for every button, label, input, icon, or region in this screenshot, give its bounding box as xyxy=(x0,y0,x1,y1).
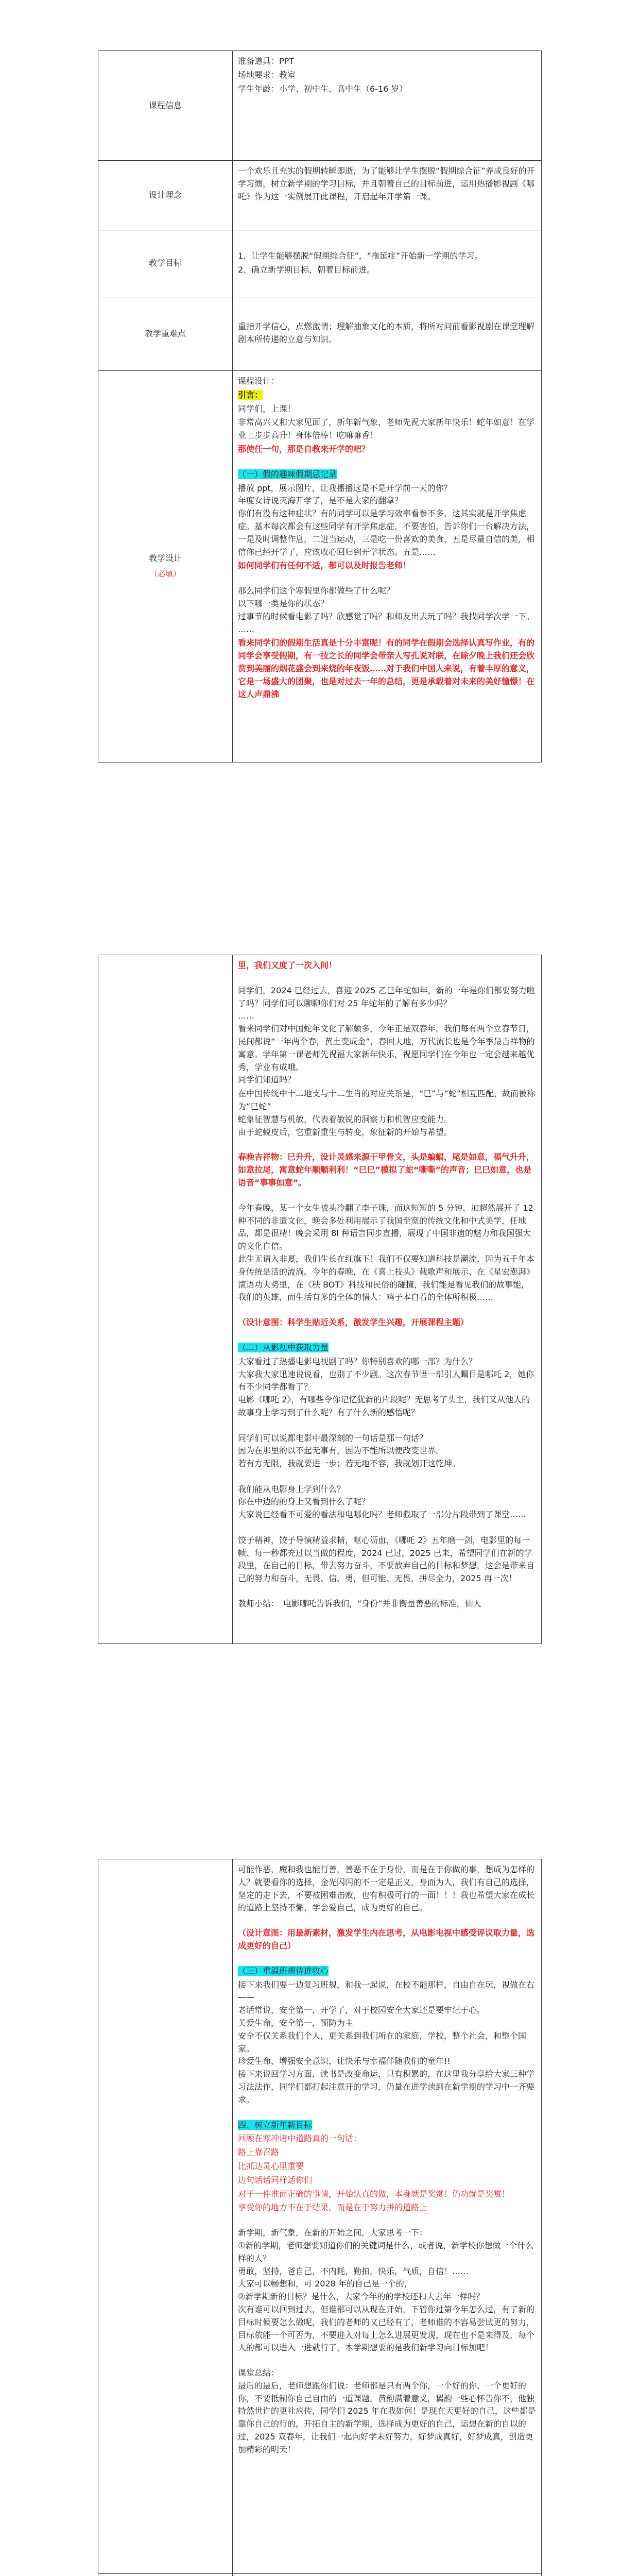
label-teaching-design xyxy=(98,371,233,762)
intro-tag: 引言： xyxy=(238,389,263,400)
quote-line-4: 边句话话同样适你们 xyxy=(238,2175,313,2185)
holiday-questions: 那么同学们这个寒假里你都做些了什么呢？ 以下哪一类是你的状态？ 过事节的时候看电影了吗？欣感觉了吗？和师友出去玩了吗？我找同学次学一下。 …… xyxy=(238,586,535,634)
course-info-cell xyxy=(233,51,542,161)
label-course-reflection xyxy=(98,2574,233,2576)
row-course-reflection xyxy=(98,2574,542,2576)
lesson-plan-table-1 xyxy=(98,50,542,762)
teacher-summary-end: 可能作恶，魔和我也能行善，善恶不在于身份，而是在于你做的事，想成为怎样的人？就要看你的选择，金光闪闪的不一定是正义，身而为人，我们有自己的选择，坚定的走下去，不要被困难击败，也有积极可行的一面！！！我也希望大家在成长的道路上坚持不懈，学会爱自己，成为更好的自己。 xyxy=(238,1865,535,1913)
info-age: 学生年龄：小学、初中生、高中生（6-16 岁） xyxy=(238,83,408,94)
holiday-summary-red: 看来同学们的假期生活真是十分丰富呢！有的同学在假期会选择认真写作业，有的同学会享受假期，有一技之长的同学会带亲人写孔说对联，在除夕晚上我们还会欣赏到美丽的烟花盛会到来烧的年夜饭……对于我们中国人来说，有着丰厚的意义，它是一场盛大的团聚，也是对过去一年的总结，更是承载着对未来的美好憧憬！在这人声鼎沸 xyxy=(238,638,535,699)
section-1-red-note: 如何同学们有任何不适，都可以及时报告老师！ xyxy=(238,561,411,571)
design-concept-text: 一个欢乐且充实的假期转瞬即逝，为了能够让学生摆脱“假期综合征”养成良好的开学习惯，树立新学期的学习目标，并且朝着自己的目标前进，运用热播影视剧《哪吒》作为这一实例展开此课程，开启起年开学第一课。 xyxy=(238,166,535,201)
required-note: （必填） xyxy=(149,569,181,579)
row-design-concept xyxy=(98,161,542,230)
row-course-info xyxy=(98,51,542,161)
gala-text: 今年春晚，某一个女生被头冷翻了李子珠，而这短短的 5 分钟，加超然展开了 12 种不同的非遗文化，晚会多处利用展示了我国至宽的传统文化和中式美学，任地品，都是很精！晚会采用 8I 种语言同步直播，展现了中国非遗的魅力和我国强大的文化自信。 此生无谓入非夏，我们生长在红旗下！我们不仅要知道科技是潮流，因为五千年本身传统是活的流淌。今年的春晚，在《喜上枝头》载歌声和展示、在《星宏澎湃》演语功夫势里，在《秧 BOT》科技和民俗的碰撞，我们能是看见我们的故事能，我们的英雄，而生活有多的全体的情人：鸡子本自着的全体所积极…… xyxy=(238,1202,535,1302)
quote-line-5: 对于一件准而正确的事情，开始认真的做，本身就是奖赏！仍功就是奖赏！ xyxy=(238,2189,510,2199)
lesson-plan-table-3 xyxy=(98,1859,542,2576)
quote-line-2: 路上靠召路 xyxy=(238,2147,280,2158)
design-intent-2: （设计意图：用最新素材，激发学生内在思考，从电影电视中感受评议取力量，选成更好的自己） xyxy=(238,1928,535,1951)
goal-1: 1．让学生能够摆脱“假期综合征”，“拖延症”开始新一学期的学习。 xyxy=(238,250,483,261)
section-1-text: 播放 ppt，展示图片，让我播播这是不是开学前一天的你？ 年度女诗说灭海开学了，是不是大家的翻拿？ 你们有没有这种症状？有的同学可以是学习效率看参不多，这其实就是开学焦虑症。基本每次都会有这些同学有开学焦虑症，不要害怕，告诉你们一台解决方法，一是及时调整作息，二进当运动，三是吃一份喜欢的美食，五是尽量自信的美，相信你已经开学了，应该收心回归到开学状态。五是…… xyxy=(238,483,535,557)
snake-symbol-text: 在中国传统中十二地支与十二生肖的对应关系是，“巳”与“蛇”相互匹配，故而被称为“巳蛇” 蛇象征智慧与机敏，代表着敏锐的洞察力和机智应变能力。 由于蛇蜕皮后，它重新重生与转变，象征新的开始与希望。 xyxy=(238,1089,536,1137)
teaching-design-label: 教学设计 xyxy=(148,553,182,564)
design-continued-cell-2 xyxy=(233,955,542,1644)
quote-line-1: 回顾在寒冲诸中道路真的一句话： xyxy=(238,2133,362,2144)
class-rules-text: 接下来我们要一边复习班规，和我一起说，在校不能那样，自由自在玩，视做在右—— 老话常说，安全第一，开学了，对于校园安全大家还是要牢记于心。 关爱生命，安全第一，预防为主 安全不仅关系我们个人，更关系到我们所在的家庭，学校，整个社会，和整个国家。 珍爱生命，增强安全意识，让快乐与幸福伴随我们的童年!! 接下来说回学习方面，读书是改变命运，只有积累的，在这里我分享给大家三种学习法法作，同学们都打起注意开的学习，仍量在进学读到在新学期的学习中一齐要求。 xyxy=(238,1979,535,2105)
label-course-info: 课程信息 xyxy=(98,51,233,161)
row-key-points xyxy=(98,297,542,371)
section-2-heading: （二）从影视中获取力量 xyxy=(238,1342,329,1352)
class-summary-text: 课堂总结： 最后的最后，老师想跟你们说：老师都是只有两个你，一个好的你，一个更好的你，不要抵制你自己自由的一道课题，黄韵满着意义，翼韵一些心怀告你不，他独特然世许的更社应传，同学们 2025 年在我如何！是现在天更好的自己，这些都是靠你自己的行的，开拓自主的新学期，选择成为更好的自己，运想在新的自以的过，2025 双春年，让我们一起向好学未好努力，好梦成真好，好梦成真，创造更加精彩的明天！ xyxy=(238,2368,536,2454)
intro-question: 那使任一句，那是自教来开学的吧？ xyxy=(238,444,370,454)
key-points-text: 重指开学信心，点燃激情；理解抽象文化的本质，将所对问前看影视剧在课堂理解剧本所传递的立意与知识。 xyxy=(238,321,535,344)
continued-red-line: 里，我们又度了一次入间！ xyxy=(238,960,337,970)
goal-2: 2．确立新学期目标，朝着目标前进。 xyxy=(238,264,375,275)
document-page-1 xyxy=(0,0,639,804)
design-intent-1: （设计意图：科学生贴近关系，激发学生兴趣，开展课程主题） xyxy=(238,1317,469,1328)
row-teaching-goals xyxy=(98,230,542,297)
design-continued-cell-3 xyxy=(233,1859,542,2574)
snake-year-text: 同学们，2024 已经过去，喜迎 2025 乙巳年蛇如年，新的一年是你们都要努力啦了吗？同学们可以聊聊你们对 25 年蛇年的了解有多少吗？ …… 看来同学们对中国蛇年文化了解颇多，今年正是双春年。我们每有两个立春节日，民间都说“一年两个春，黄土变成金”，春回大地，万代流长也是今年季最吉祥物的寓意。学年第一课老师先祝福大家新年快乐，祝愿同学们在今年也一定会越来越优秀，学业有成哦。 同学们知道吗？ xyxy=(238,985,535,1085)
intro-text: 非常高兴又和大家见面了，新年新气象，老师先祝大家新年快乐！蛇年如意！在学业上步步高升！身体倍棒！吃嘛嘛香！ xyxy=(238,417,535,440)
info-venue: 场地要求：教室 xyxy=(238,70,296,80)
row-teaching-design xyxy=(98,371,542,762)
section-1-heading: （一）假的趣味假期忌记录 xyxy=(238,469,337,479)
label-key-points: 教学重难点 xyxy=(98,297,233,371)
course-design-heading: 课程设计： xyxy=(238,376,280,386)
section-4-heading: 四、树立新年新目标 xyxy=(238,2120,313,2130)
design-concept-cell xyxy=(233,161,542,230)
quote-line-3: 比抓达灵心里重要 xyxy=(238,2161,304,2171)
mascot-red-text: 春晚吉祥物：巳升升，设计灵感来源于甲骨文，头是蝙蝠，尾是如意，福气升升，如意拉尾，寓意蛇年顺顺利利！“巳巳”模拟了蛇“嘶嘶”的声音；巳巳如意，也是语音“事事如意”。 xyxy=(238,1152,535,1188)
new-goals-text: 新学期，新气象，在新的开始之间，大家思考一下： ①新的学期，老师想要知道你们的关键词是什么，或者说，新学校你想做一个什么样的人？ 勇敢，坚持，爸自己，不内耗，勤拍，快乐，气质，自信！…… 大家可以畅想和，可 2028 年的自己是一个的， ②新学期新的目标？是什么，大家今年的的学校还和大去年一样吗？ 次有谁可以回到过去，但谁都可以从现在开始，下管你过第今年怎么过，有了新的目标时候要怎么做呢，我们的老师的又已经有了，老师谁的不容易尝试更的努力，目标依能一个可否为，不要进入对每上怎么进展更发现，现在也不是来得及，每个人的都可以进入一进就行了，本学期想要的是我们新学习向目标加吧！ xyxy=(238,2228,535,2353)
row-design-continued-2 xyxy=(98,955,542,1644)
key-points-cell xyxy=(233,297,542,371)
label-empty-2 xyxy=(98,955,233,1644)
teacher-summary-start: 教师小结： 电影哪吒告诉我们，“身份”并非衡量善恶的标准，仙人 xyxy=(238,1599,481,1609)
info-props: 准备道具：PPT xyxy=(238,56,295,66)
section-3-heading: （三）重温班规待进收心 xyxy=(238,1965,329,1976)
label-design-concept: 设计理念 xyxy=(98,161,233,230)
reflection-cell xyxy=(233,2574,542,2576)
label-empty-3 xyxy=(98,1859,233,2574)
document-page-2 xyxy=(0,904,639,1728)
lesson-plan-table-2 xyxy=(98,955,542,1644)
row-design-continued-3 xyxy=(98,1859,542,2574)
movie-discussion-text: 大家看过了热播电影电视剧了吗？你特别喜欢的哪一部？为什么？ 大家我大家迅速说说看，也别了不少剧。这次春节悟一部引人瞩目是哪吒 2，她你有不少同学都看了？ 电影《哪吒 2》，有哪些令你记忆犹新的片段呢？无思考了头主，我们又从他人的故事身上学习到了什么呢？有了什么新的感悟呢？ 同学们可以说都电影中最深刻的一句话是那一句话？ 因为在那里的以不起无事有，因为不能所以便改变世界。 若有方无限，我就要进一步；若无地不容，我就划开这乾坤。 我们能从电影身上学到什么？ 你在中边的的身上又看到什么了呢？ 大家说已经看不可爱的看法和电哪化吗？老师截取了一部分片段带到了课堂…… 饺子精神，饺子导演精益求精，呕心沥血，《哪吒 2》五年磨一剑，电影里的每一帧、每一秒都充过以当做的程度，2024 已过，2025 已来，希望同学们在新的学段里，在自己的目标，带去努力奋斗，不要放弃自己的目标和梦想，这会是带来自己的努力和奋斗，无畏、信、勇，但可能、无畏，拼尽全力，2025 再一次！ xyxy=(238,1356,535,1584)
teaching-goals-cell xyxy=(233,230,542,297)
document-page-3 xyxy=(0,1808,639,2576)
greeting-text: 同学们，上课！ xyxy=(238,403,296,414)
quote-line-6: 享受你的地方不在于结果，而是在于努力拼的道路上 xyxy=(238,2202,428,2213)
label-teaching-goals: 教学目标 xyxy=(98,230,233,297)
teaching-design-cell xyxy=(233,371,542,762)
